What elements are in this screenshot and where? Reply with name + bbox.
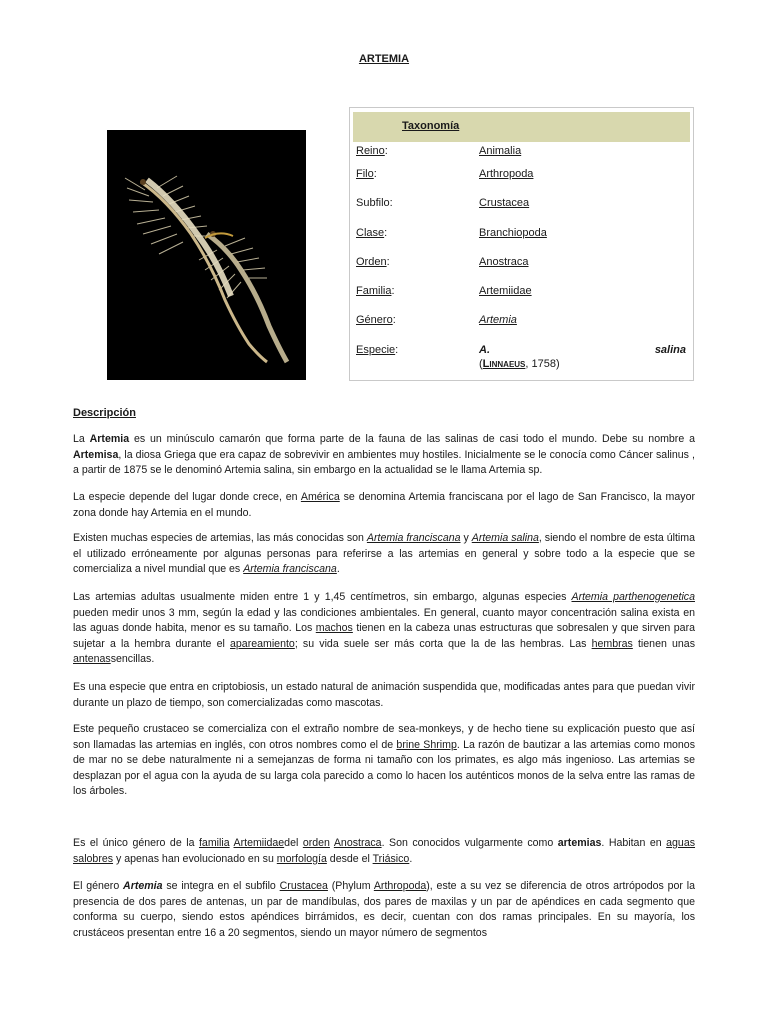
row-label[interactable]: Clase [356, 227, 385, 239]
paragraph-6: Este pequeño crustaceo se comercializa con el extraño nombre de sea-monkeys, y de hecho tiene su explicación puesto que así son llamadas las artemias en inglés, con otros nombres como el de brine Shrimp. La razón de bautizar a las artemias como monos de mar no se debe naturalmente ni a semejanzas de forma ni tamaño con los primates, es algo más ingenioso. Las artemias se desplazan por el agua con la ayuda de su larga cola parecido a como lo hacen los auténticos monos de la selva entre las ramas de los árboles. [73, 723, 695, 798]
row-value[interactable]: Artemia [479, 314, 517, 326]
link-artemia-parthenogenetica[interactable]: Artemia parthenogenetica [571, 591, 695, 603]
row-label[interactable]: Género [356, 314, 393, 326]
taxonomy-header-label: Taxonomía [402, 120, 460, 132]
link-machos[interactable]: machos [315, 622, 353, 635]
paragraph-5: Es una especie que entra en criptobiosis, un estado natural de animación suspendida que, modificadas antes para que puedan vivir durante un plazo de tiempo, son comercializadas como mascotas. [73, 681, 695, 709]
taxonomy-row-familia: Familia: Artemiidae [350, 285, 693, 299]
link-artemia-franciscana[interactable]: Artemia franciscana [366, 532, 461, 544]
link-crustacea[interactable]: Crustacea [279, 880, 328, 892]
paragraph-4: Las artemias adultas usualmente miden entre 1 y 1,45 centímetros, sin embargo, algunas especies Artemia parthenogenetica pueden medir unos 3 mm, según la edad y las condiciones ambientales. En general, cuanto mayor concentración salina exista en las aguas donde habita, menor es su tamaño. Los machos tienen en la cabeza unas estructuras que sobresalen y que sirven para sujetar a la hembra durante el apareamiento; su vida suele ser más corta que la de las hembras. Las hembras tienen unas antenassencillas. [73, 591, 695, 666]
species-authority: (Linnaeus, 1758) [479, 358, 560, 370]
paragraph-1: La Artemia es un minúsculo camarón que forma parte de la fauna de las salinas de casi todo el mundo. Debe su nombre a Artemisa, la diosa Griega que era capaz de sobrevivir en ambientes muy hostiles. Inicialmente se le conocía como Cáncer salinus , a partir de 1875 se le denominó Artemia salina, sin embargo en la actualidad se le llama Artemia sp. [73, 433, 695, 477]
species-epithet: salina [654, 344, 686, 356]
taxonomy-row-subfilo [350, 197, 693, 211]
link-anostraca[interactable]: Anostraca [333, 837, 382, 849]
link-america[interactable]: América [300, 491, 340, 503]
link-artemiidae[interactable]: Artemiidae [233, 837, 285, 849]
link-aguas-salobres[interactable]: aguas salobres [73, 837, 696, 865]
link-triasico[interactable]: Triásico [372, 852, 410, 865]
row-value[interactable]: Animalia [479, 145, 522, 157]
row-value[interactable]: Crustacea [479, 197, 530, 209]
row-label[interactable]: Familia [356, 285, 392, 297]
row-label[interactable]: Especie [356, 344, 396, 356]
paragraph-2: La especie depende del lugar donde crece, en América se denomina Artemia franciscana por el lago de San Francisco, la mayor zona donde hay Artemia en el mundo. [73, 491, 695, 519]
species-name [479, 344, 686, 356]
row-label[interactable]: Reino [356, 145, 385, 157]
artemia-illustration [107, 130, 306, 380]
taxonomy-header [353, 112, 690, 142]
paragraph-3: Existen muchas especies de artemias, las más conocidas son Artemia franciscana y Artemia salina, siendo el nombre de esta última el utilizado erróneamente por algunas personas para referirse a las artemias en general y sobre todo a la especie que se comercializa a nivel mundial que es Artemia franciscana. [73, 532, 695, 576]
link-morfologia[interactable]: morfología [276, 852, 327, 865]
link-hembras[interactable]: hembras [591, 637, 633, 650]
taxonomy-row-genero: Género: Artemia [350, 314, 693, 328]
link-apareamiento[interactable]: apareamiento [230, 637, 295, 650]
authority-link[interactable]: Linnaeus [482, 358, 526, 370]
row-label[interactable]: Orden [356, 256, 387, 268]
taxonomy-row-clase: Clase: Branchiopoda [350, 227, 693, 241]
link-arthropoda[interactable]: Arthropoda [373, 880, 427, 892]
link-brine-shrimp[interactable]: brine Shrimp [396, 738, 457, 751]
section-heading: Descripción [73, 407, 136, 419]
paragraph-7: Es el único género de la familia Artemiidaedel orden Anostraca. Son conocidos vulgarmente como artemias. Habitan en aguas salobres y apenas han evolucionado en su morfología desde el Triásico. [73, 837, 696, 865]
row-value[interactable]: Branchiopoda [479, 227, 547, 239]
taxonomy-row-especie: Especie: A. salina (Linnaeus, 1758) [356, 344, 686, 370]
taxonomy-row-reino: Reino: Animalia [350, 145, 693, 159]
link-familia[interactable]: familia [198, 837, 230, 849]
link-orden[interactable]: orden [302, 837, 330, 849]
row-value[interactable]: Artemiidae [479, 285, 532, 297]
link-artemia-franciscana-2[interactable]: Artemia franciscana [243, 563, 337, 576]
page-title: ARTEMIA [358, 53, 410, 65]
paragraph-8: El género Artemia se integra en el subfilo Crustacea (Phylum Arthropoda), este a su vez se diferencia de otros artrópodos por la presencia de dos pares de antenas, un par de mandíbulas, dos pares de maxilas y un par de apéndices en cada segmento que conforma su cuerpo, siendo estos apéndices birrámidos, es decir, cuentan con dos ramas principales. En su mayoría, los crustáceos presentan entre 16 a 20 segmentos, siendo un mayor número de segmentos [73, 880, 695, 939]
row-label: Subfilo: [356, 197, 393, 209]
taxonomy-row-orden: Orden: Anostraca [350, 256, 693, 270]
artemia-photo [107, 130, 306, 380]
row-value[interactable]: Anostraca [479, 256, 529, 268]
species-genus-abbrev: A. [479, 344, 490, 356]
link-artemia-salina[interactable]: Artemia salina [471, 532, 539, 544]
taxonomy-table [349, 107, 694, 381]
row-value[interactable]: Arthropoda [479, 168, 534, 180]
taxonomy-row-filo: Filo: Arthropoda [350, 168, 693, 182]
row-label[interactable]: Filo [356, 168, 374, 180]
link-antenas[interactable]: antenas [73, 653, 111, 666]
